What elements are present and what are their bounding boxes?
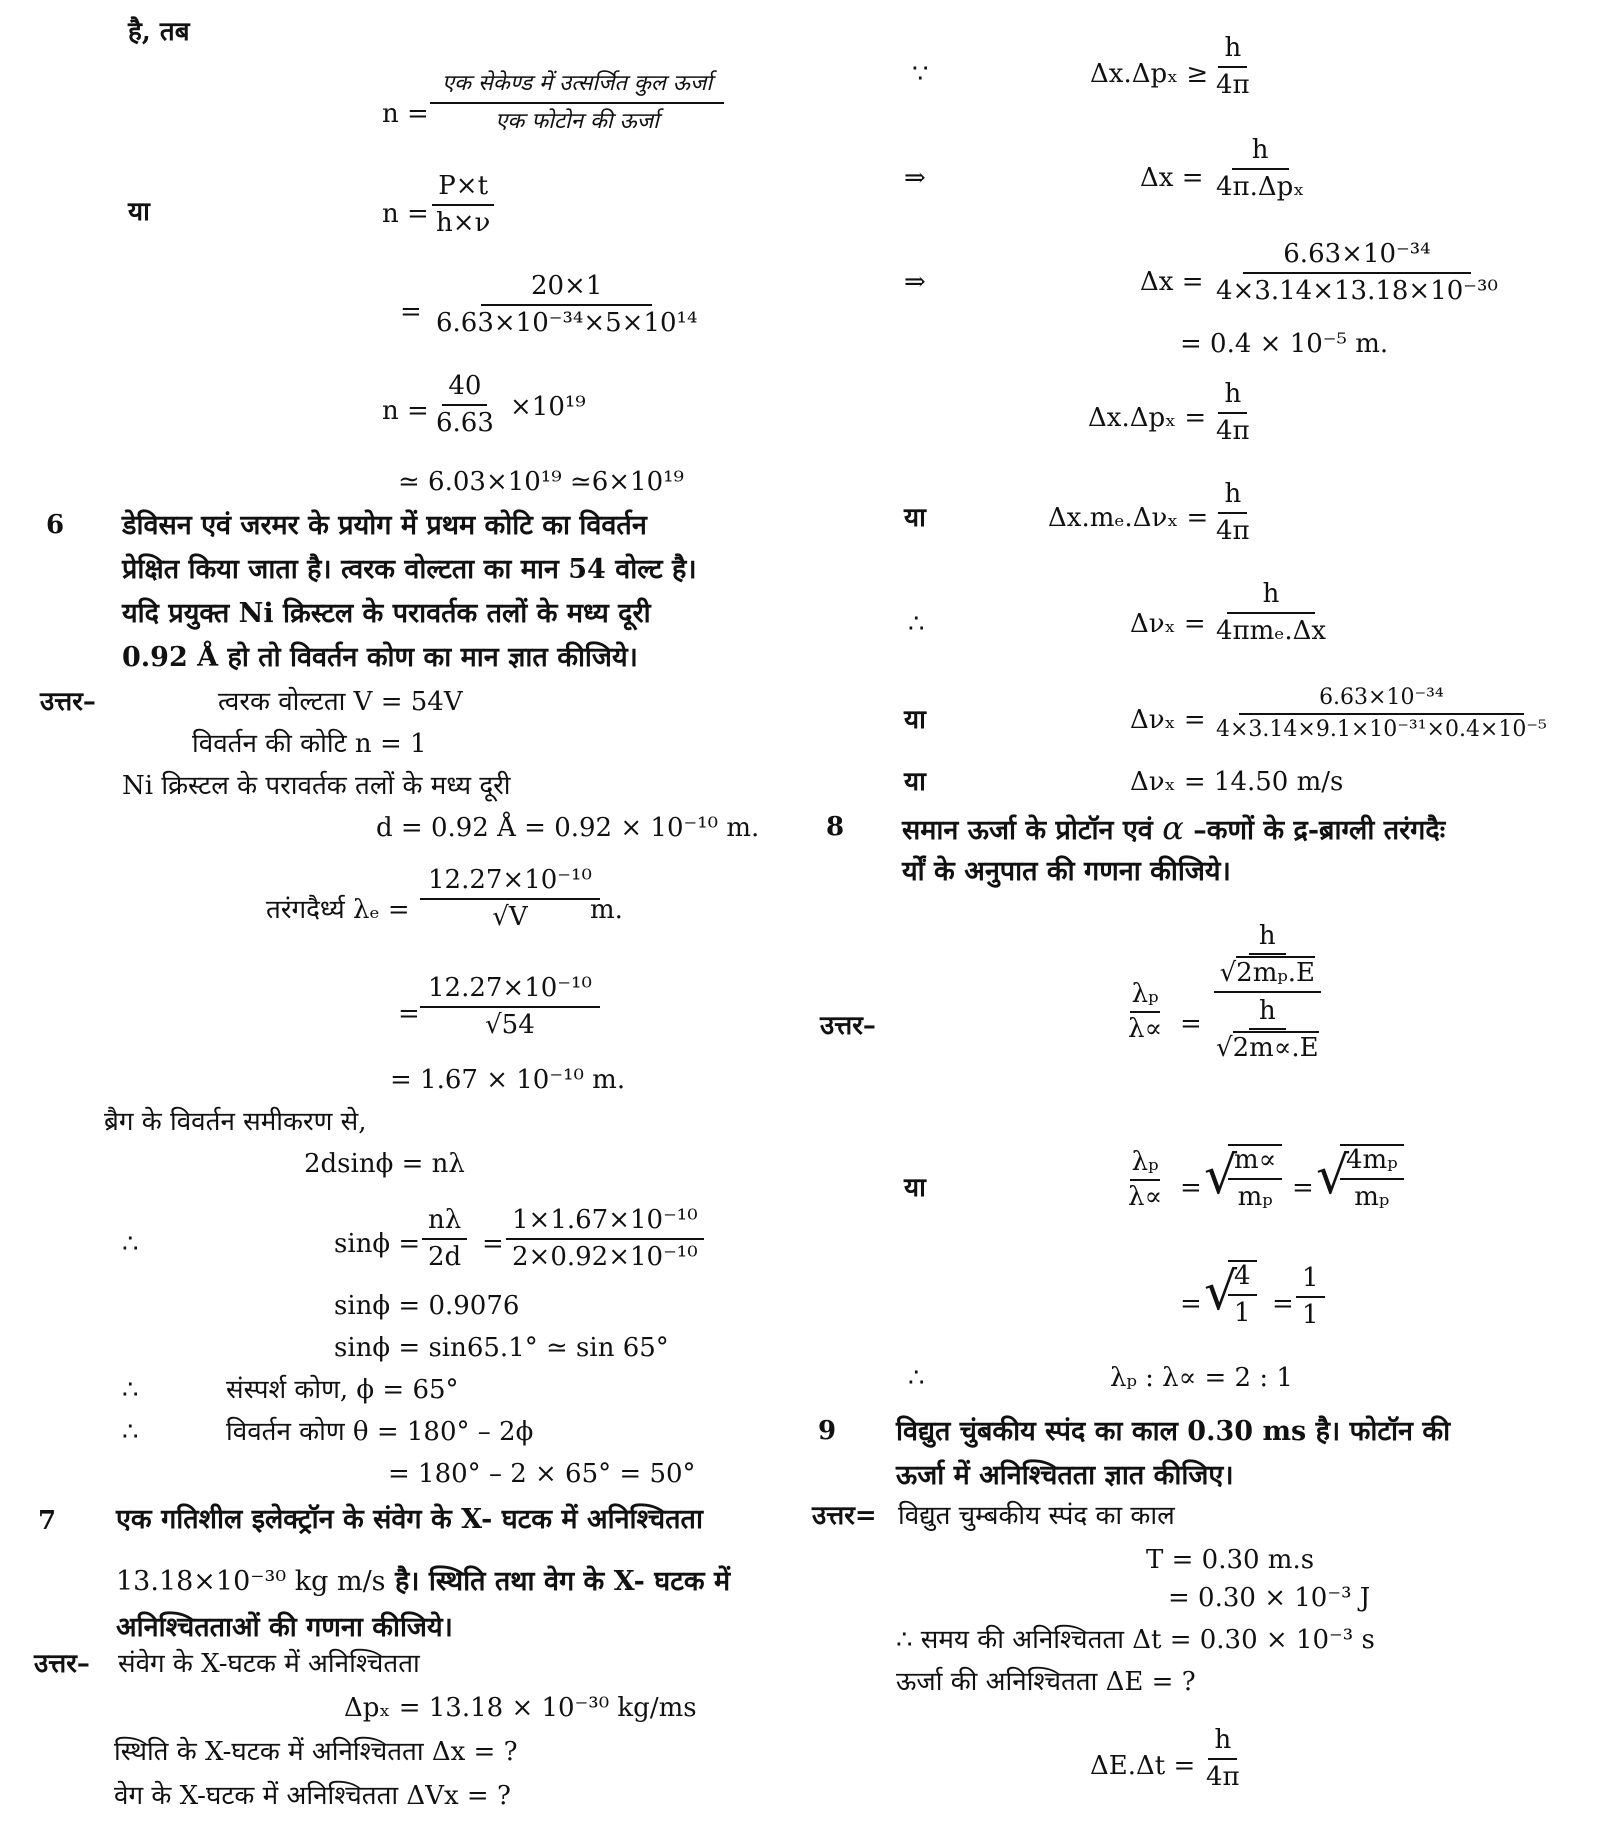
- fraction-lambda-ratio: [1126, 1148, 1164, 1211]
- fraction-denominator: 4π: [1216, 69, 1250, 100]
- momentum-value: 13.18×10⁻³⁰ kg m/s: [116, 1566, 386, 1597]
- sqrt-symbol: √: [1204, 1262, 1238, 1322]
- fraction-numerator: 1×1.67×10⁻¹⁰: [506, 1206, 704, 1240]
- bragg-equation: 2dsinϕ = nλ: [304, 1149, 465, 1179]
- n-label: n =: [382, 396, 429, 426]
- power-term: ×10¹⁹: [510, 392, 586, 422]
- sqrt-content: 2mₚ.E: [1236, 957, 1316, 988]
- question-line: डेविसन एवं जरमर के प्रयोग में प्रथम कोटि का विवर्तन: [122, 510, 647, 541]
- fraction-wavelength: [420, 866, 600, 931]
- nested-fraction: [1210, 920, 1325, 1062]
- result-n: ≃ 6.03×10¹⁹ ≃6×10¹⁹: [398, 467, 684, 497]
- question-number: 8: [826, 812, 845, 842]
- fraction-nl-2d: [422, 1206, 467, 1271]
- implies-symbol: ⇒: [904, 267, 926, 297]
- wavelength-label: तरंगदैर्ध्य λₑ =: [266, 895, 410, 925]
- fraction-denominator: 6.63: [436, 407, 494, 438]
- equals-sign: =: [1272, 1289, 1294, 1319]
- fraction-mass-ratio-2: [1340, 1144, 1404, 1211]
- fraction-numerator: h: [1208, 1726, 1237, 1760]
- nested-denominator: [1210, 993, 1325, 1062]
- because-symbol: ∵: [912, 59, 929, 89]
- fraction-energy: [430, 72, 724, 134]
- diffraction-result: = 180° – 2 × 65° = 50°: [388, 1459, 696, 1489]
- sin-result: sinϕ = 0.9076: [334, 1291, 520, 1321]
- fraction-numerator: h: [1232, 136, 1289, 170]
- equals-sign: =: [1180, 1289, 1202, 1319]
- answer-line: T = 0.30 m.s: [1146, 1545, 1315, 1575]
- answer-line: Δpₓ = 13.18 × 10⁻³⁰ kg/ms: [344, 1693, 697, 1723]
- answer-line: ऊर्जा की अनिश्चितता ΔE = ?: [896, 1667, 1196, 1697]
- fraction-denominator: 4×3.14×9.1×10⁻³¹×0.4×10⁻⁵: [1216, 717, 1547, 743]
- question-7-line: [116, 1560, 730, 1604]
- fraction-denominator: 4πmₑ.Δx: [1216, 615, 1327, 646]
- equals-sign: =: [398, 999, 420, 1029]
- answer-label: उत्तर–: [40, 687, 96, 717]
- equals-sign: =: [1292, 1173, 1314, 1203]
- fraction-numerator: h: [1218, 34, 1247, 68]
- lambda-p: λₚ: [1130, 980, 1161, 1013]
- fraction-numerator: h: [1218, 480, 1247, 514]
- question-line: यदि प्रयुक्त Ni क्रिस्टल के परावर्तक तलों के मध्य दूरी: [122, 598, 651, 629]
- fraction-denominator: 1: [1302, 1299, 1319, 1330]
- h-symbol: h: [1249, 997, 1286, 1030]
- uncertainty-label: Δx.Δpₓ ≥: [1090, 59, 1209, 89]
- ya-label: या: [904, 1173, 926, 1203]
- delta-v-result: Δνₓ = 14.50 m/s: [1130, 767, 1344, 797]
- fraction-numerator: एक सेकेण्ड में उत्सर्जित कुल ऊर्जा: [430, 72, 724, 104]
- fraction-denominator: √54: [485, 1009, 535, 1040]
- fraction-numerator: 4: [1228, 1262, 1257, 1296]
- therefore-symbol: ∴: [122, 1229, 139, 1259]
- fraction-denominator: 4π.Δpₓ: [1216, 171, 1305, 202]
- wavelength-result: = 1.67 × 10⁻¹⁰ m.: [390, 1065, 626, 1095]
- fraction-denominator: 4π: [1216, 515, 1250, 546]
- therefore-symbol: ∴: [122, 1417, 139, 1447]
- fraction-denominator: 6.63×10⁻³⁴×5×10¹⁴: [436, 307, 698, 338]
- answer-line: त्वरक वोल्टता V = 54V: [218, 687, 463, 717]
- fraction-denominator: 2×0.92×10⁻¹⁰: [512, 1241, 698, 1272]
- glancing-angle: संस्पर्श कोण, ϕ = 65°: [226, 1375, 459, 1405]
- question-7-line: एक गतिशील इलेक्ट्रॉन के संवेग के X- घटक में अनिश्चितता: [116, 1504, 703, 1535]
- ya-label: या: [904, 767, 926, 797]
- delta-v-label: Δνₓ =: [1130, 609, 1206, 639]
- answer-line: स्थिति के X-घटक में अनिश्चितता Δx = ?: [114, 1737, 518, 1767]
- question-number: 6: [46, 510, 65, 540]
- unit-label: m.: [590, 895, 623, 925]
- lambda-alpha: λ∝: [1128, 1013, 1163, 1044]
- fraction-40: [430, 372, 500, 437]
- sin-label: sinϕ =: [334, 1229, 421, 1259]
- answer-label: उत्तर=: [812, 1501, 877, 1531]
- question-number: 7: [38, 1506, 57, 1536]
- answer-line: Ni क्रिस्टल के परावर्तक तलों के मध्य दूरी: [122, 771, 511, 801]
- fraction-h-4pi: [1210, 480, 1256, 545]
- fraction-denominator: 4π: [1206, 1761, 1240, 1792]
- fraction-denominator: h×ν: [436, 207, 491, 238]
- bragg-text: ब्रैग के विवर्तन समीकरण से,: [104, 1107, 367, 1137]
- fraction-numerator: h: [1218, 380, 1247, 414]
- uncertainty-label: Δx.Δpₓ =: [1088, 403, 1207, 433]
- sin-result: sinϕ = sin65.1° ≃ sin 65°: [334, 1333, 669, 1363]
- fraction-numerator: h: [1227, 580, 1316, 614]
- therefore-symbol: ∴: [908, 1363, 925, 1393]
- lambda-alpha: λ∝: [1128, 1181, 1163, 1212]
- sqrt-content: 2m∝.E: [1232, 1032, 1319, 1063]
- equals-sign: =: [1180, 1173, 1202, 1203]
- sqrt-term: √2mₚ.E: [1219, 957, 1316, 988]
- delta-x-label: Δx =: [1140, 163, 1204, 193]
- nested-numerator: [1214, 920, 1321, 993]
- question-text: है। स्थिति तथा वेग के X- घटक में: [385, 1566, 731, 1597]
- lambda-p: λₚ: [1130, 1148, 1161, 1181]
- fraction-numerator: m∝: [1228, 1146, 1282, 1180]
- question-8-line: र्यों के अनुपात की गणना कीजिये।: [902, 856, 1231, 887]
- fraction-denominator: mₚ: [1354, 1181, 1390, 1212]
- therefore-symbol: ∴: [908, 609, 925, 639]
- fraction-h-4pi: [1200, 1726, 1246, 1791]
- n-label: n =: [382, 99, 429, 129]
- sqrt-symbol: √: [1316, 1146, 1350, 1206]
- fraction-numerator: 20×1: [481, 272, 652, 306]
- equals-sign: =: [482, 1229, 504, 1259]
- fraction-lambda-ratio: [1126, 980, 1164, 1043]
- answer-line: = 0.30 × 10⁻³ J: [1168, 1583, 1371, 1613]
- question-line: 0.92 Å हो तो विवर्तन कोण का मान ज्ञात कीजिये।: [122, 642, 638, 673]
- implies-symbol: ⇒: [904, 163, 926, 193]
- question-9-line: विद्युत चुंबकीय स्पंद का काल 0.30 ms है। फोटॉन की: [896, 1416, 1451, 1447]
- fraction-numerator: 6.63×10⁻³⁴: [1243, 240, 1470, 274]
- diffraction-angle: विवर्तन कोण θ = 180° – 2ϕ: [226, 1417, 534, 1447]
- velocity-uncertainty-label: Δx.mₑ.Δνₓ =: [1048, 503, 1209, 533]
- fraction-denominator: 1: [1234, 1297, 1251, 1328]
- fraction-mass-ratio: [1228, 1144, 1282, 1211]
- fraction-numerator: nλ: [422, 1206, 467, 1240]
- alpha-symbol: α: [1162, 809, 1184, 847]
- fraction-delta-v-values: [1210, 686, 1553, 742]
- question-9-line: ऊर्जा में अनिश्चितता ज्ञात कीजिए।: [896, 1460, 1234, 1491]
- fraction-denominator: 4×3.14×13.18×10⁻³⁰: [1216, 275, 1498, 306]
- question-number: 9: [818, 1416, 837, 1446]
- fraction-denominator: √V: [492, 901, 528, 932]
- sqrt-symbol: √: [1204, 1146, 1238, 1206]
- answer-line: d = 0.92 Å = 0.92 × 10⁻¹⁰ m.: [376, 813, 760, 843]
- question-7-line: अनिश्चितताओं की गणना कीजिये।: [116, 1612, 453, 1643]
- h-symbol: h: [1249, 922, 1286, 955]
- fraction-denominator: एक फोटोन की ऊर्जा: [495, 109, 659, 135]
- answer-line: विद्युत चुम्बकीय स्पंद का काल: [898, 1501, 1175, 1531]
- question-text: समान ऊर्जा के प्रोटॉन एवं: [902, 815, 1163, 846]
- answer-label: उत्तर–: [34, 1649, 90, 1679]
- wavelength-ratio: λₚ : λ∝ = 2 : 1: [1110, 1363, 1293, 1393]
- fraction-numerator: P×t: [432, 172, 494, 206]
- fraction-numerator: 12.27×10⁻¹⁰: [420, 866, 600, 900]
- delta-x-label: Δx =: [1140, 267, 1204, 297]
- therefore-symbol: ∴: [122, 1375, 139, 1405]
- answer-line: संवेग के X-घटक में अनिश्चितता: [118, 1649, 420, 1679]
- answer-line: ∴ समय की अनिश्चितता Δt = 0.30 × 10⁻³ s: [896, 1625, 1375, 1655]
- ya-label: या: [128, 197, 150, 227]
- fraction-h-4pime: [1210, 580, 1332, 645]
- fraction-delta-x-values: [1210, 240, 1504, 305]
- fraction-1-1: [1296, 1264, 1325, 1329]
- fraction-h-4pi: [1210, 380, 1256, 445]
- fraction-numerator: 40: [442, 372, 487, 406]
- fraction-numerator: 6.63×10⁻³⁴: [1239, 686, 1524, 715]
- energy-time-label: ΔE.Δt =: [1090, 1751, 1196, 1781]
- answer-line: विवर्तन की कोटि n = 1: [192, 729, 427, 759]
- fraction-values: [430, 272, 703, 337]
- fraction-numerator: 1: [1296, 1264, 1325, 1298]
- fraction-denominator: 4π: [1216, 415, 1250, 446]
- answer-line: वेग के X-घटक में अनिश्चितता ΔVx = ?: [114, 1781, 511, 1811]
- fraction-4-1: [1228, 1260, 1257, 1327]
- ya-label: या: [904, 705, 926, 735]
- ya-label: या: [904, 503, 926, 533]
- fraction-numerator: 4mₚ: [1340, 1146, 1404, 1180]
- question-text: –कणों के द्र-ब्राग्ली तरंगदैः: [1183, 815, 1446, 846]
- equals-sign: =: [1180, 1009, 1202, 1039]
- fraction-wavelength-2: [420, 974, 600, 1039]
- question-8-line: [902, 806, 1445, 853]
- question-6-text: [122, 504, 697, 680]
- delta-v-label: Δνₓ =: [1130, 705, 1206, 735]
- equals-sign: =: [400, 297, 422, 327]
- fraction-pt-hv: [430, 172, 496, 237]
- fraction-denominator: mₚ: [1237, 1181, 1273, 1212]
- delta-x-result: = 0.4 × 10⁻⁵ m.: [1180, 329, 1389, 359]
- intro-text: है, तब: [128, 17, 190, 47]
- fraction-denominator: 2d: [428, 1241, 462, 1272]
- fraction-h-4pi: [1210, 34, 1256, 99]
- fraction-numerator: 12.27×10⁻¹⁰: [420, 974, 600, 1008]
- fraction-h-4pi-dp: [1210, 136, 1310, 201]
- answer-label: उत्तर–: [820, 1011, 876, 1041]
- question-line: प्रेक्षित किया जाता है। त्वरक वोल्टता का मान 54 वोल्ट है।: [122, 554, 697, 585]
- sqrt-term: √2m∝.E: [1216, 1032, 1319, 1063]
- n-label: n =: [382, 199, 429, 229]
- fraction-sin-values: [506, 1206, 704, 1271]
